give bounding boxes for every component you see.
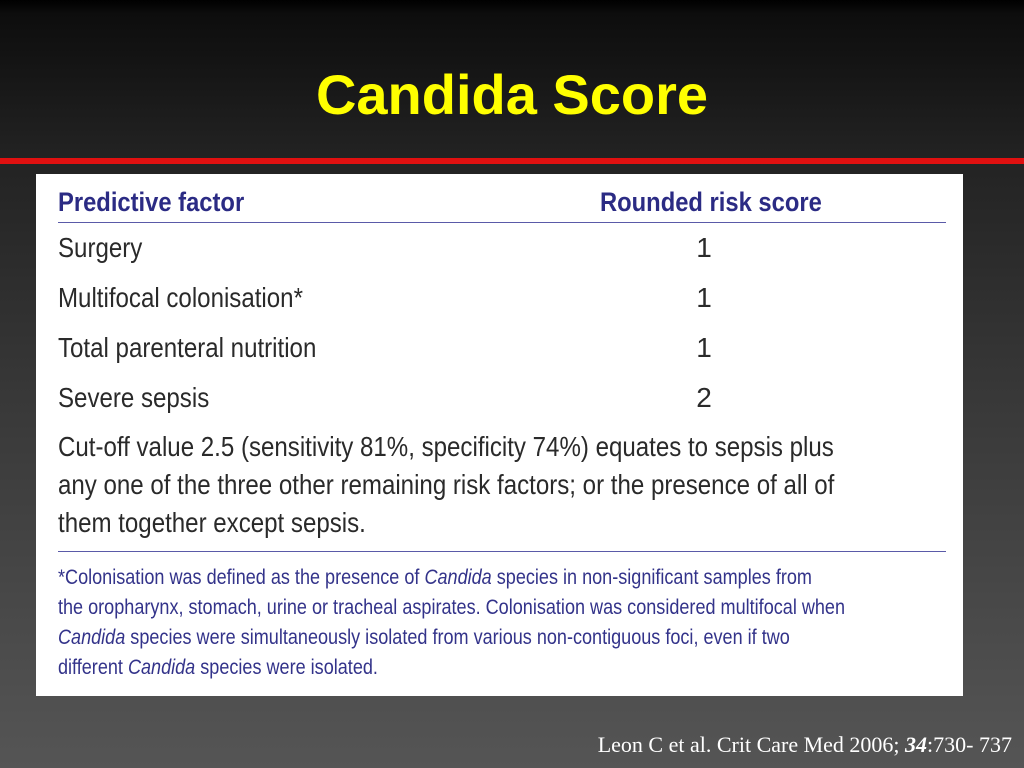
footnote-italic: Candida — [58, 626, 126, 649]
factor-cell: Total parenteral nutrition — [58, 332, 317, 363]
table-row — [36, 274, 963, 322]
colonisation-footnote — [58, 563, 944, 683]
factor-cell: Severe sepsis — [58, 382, 210, 413]
citation-pages: :730- 737 — [927, 732, 1012, 757]
factor-cell: Surgery — [58, 232, 143, 263]
factor-cell: Multifocal colonisation* — [58, 282, 303, 313]
footnote-italic: Candida — [127, 656, 196, 679]
cutoff-line: them together except sepsis. — [58, 507, 366, 538]
footnote-text: species were simultaneously isolated from various non-contiguous foci, even if two — [125, 626, 790, 649]
table-row — [36, 324, 963, 372]
citation-text: Leon C et al. Crit Care Med 2006; — [597, 732, 906, 757]
footnote-text: species were isolated. — [195, 656, 378, 679]
cutoff-line: any one of the three other remaining risk factors; or the presence of all of — [58, 469, 835, 500]
footnote-line — [58, 623, 944, 653]
citation-volume: 34 — [905, 732, 928, 757]
footnote-line — [58, 653, 944, 683]
cutoff-note — [58, 428, 927, 542]
score-cell: 1 — [696, 332, 712, 363]
slide-title: Candida Score — [315, 63, 709, 126]
footnote-text: *Colonisation was defined as the presence of — [58, 566, 425, 589]
score-cell: 2 — [696, 382, 712, 413]
cutoff-line: Cut-off value 2.5 (sensitivity 81%, specificity 74%) equates to sepsis plus — [58, 431, 834, 462]
footnote-text: species in non-significant samples from — [491, 566, 812, 589]
column-header-predictive-factor: Predictive factor — [58, 187, 245, 217]
column-header-rounded-risk-score: Rounded risk score — [600, 187, 822, 217]
score-cell: 1 — [696, 232, 712, 263]
risk-score-table — [36, 174, 963, 696]
table-row — [36, 374, 963, 422]
title-divider — [0, 158, 1024, 164]
score-cell: 1 — [696, 282, 712, 313]
footnote-italic: Candida — [424, 566, 492, 589]
footnote-line: the oropharynx, stomach, urine or tracheal aspirates. Colonisation was considered multifocal when — [58, 596, 846, 619]
footnote-divider — [58, 551, 946, 552]
table-row — [36, 224, 963, 272]
footnote-line — [58, 563, 944, 593]
citation — [598, 732, 1012, 758]
footnote-text: different — [58, 656, 128, 679]
header-divider — [58, 222, 946, 223]
